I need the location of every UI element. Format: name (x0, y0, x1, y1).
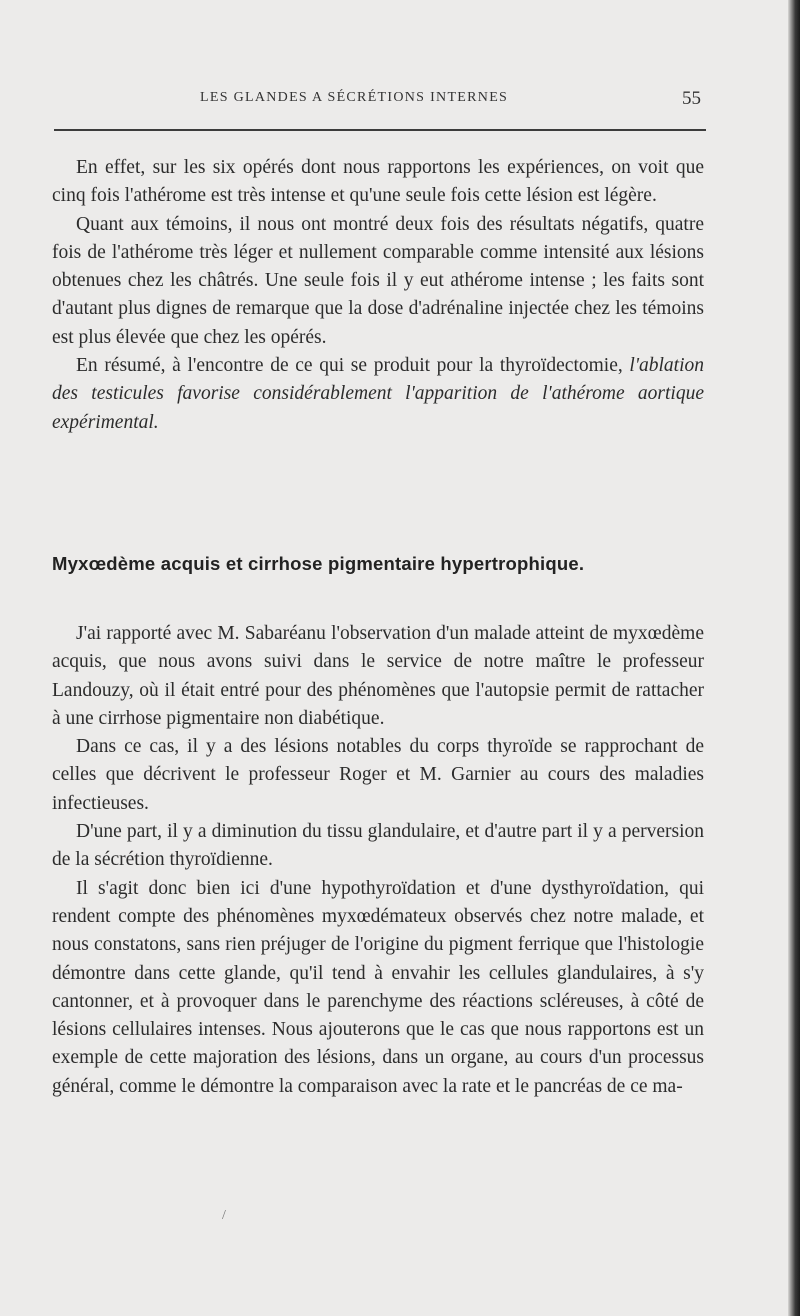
paragraph-italic-text: l'ablation des testicules favorise considérablement l'apparition de l'athérome aortique expérimental. (52, 355, 704, 433)
text-block-bottom (52, 620, 704, 1101)
page-edge-shadow (788, 0, 800, 1316)
paragraph: Il s'agit donc bien ici d'une hypothyroïdation et d'une dysthyroïdation, qui rendent compte des phénomènes myxœdémateux observés chez notre malade, et nous constatons, sans rien préjuger de l'origine du pigment ferrique que l'histologie démontre dans cette glande, qu'il tend à envahir les cellules glandulaires, à s'y cantonner, et à provoquer dans le parenchyme des réactions scléreuses, à côté de lésions cellulaires intenses. Nous ajouterons que le cas que nous rapportons est un exemple de cette majoration des lésions, dans un organe, au cours d'un processus général, comme le démontre la comparaison avec la rate et le pancréas de ce ma- (52, 877, 704, 1097)
paragraph: Quant aux témoins, il nous ont montré deux fois des résultats négatifs, quatre fois de l'athérome très léger et nullement comparable comme intensité aux lésions obtenues chez les châtrés. Une seule fois il y eut athérome intense ; les faits sont d'autant plus dignes de remarque que la dose d'adrénaline injectée chez les témoins est plus élevée que chez les opérés. (52, 213, 704, 348)
text-block-top (52, 154, 704, 437)
header-rule (54, 129, 706, 131)
paragraph: J'ai rapporté avec M. Sabaréanu l'observation d'un malade atteint de myxœdème acquis, que nous avons suivi dans le service de notre maître le professeur Landouzy, où il était entré pour des phénomènes que l'autopsie permit de rattacher à une cirrhose pigmentaire non diabétique. (52, 623, 704, 729)
running-title: LES GLANDES A SÉCRÉTIONS INTERNES (200, 90, 509, 105)
page-number: 55 (682, 88, 701, 109)
section-heading: Myxœdème acquis et cirrhose pigmentaire hypertrophique. (52, 553, 585, 574)
paragraph (52, 352, 704, 437)
paragraph: Dans ce cas, il y a des lésions notables du corps thyroïde se rapprochant de celles que décrivent le professeur Roger et M. Garnier au cours des maladies infectieuses. (52, 736, 704, 814)
paragraph: D'une part, il y a diminution du tissu glandulaire, et d'autre part il y a perversion de la sécrétion thyroïdienne. (52, 821, 704, 871)
stray-pencil-mark: / (222, 1208, 226, 1223)
paragraph: En effet, sur les six opérés dont nous rapportons les expériences, on voit que cinq fois l'athérome est très intense et qu'une seule fois cette lésion est légère. (52, 157, 704, 207)
paragraph-plain-text: En résumé, à l'encontre de ce qui se produit pour la thyroïdectomie, (76, 355, 630, 377)
